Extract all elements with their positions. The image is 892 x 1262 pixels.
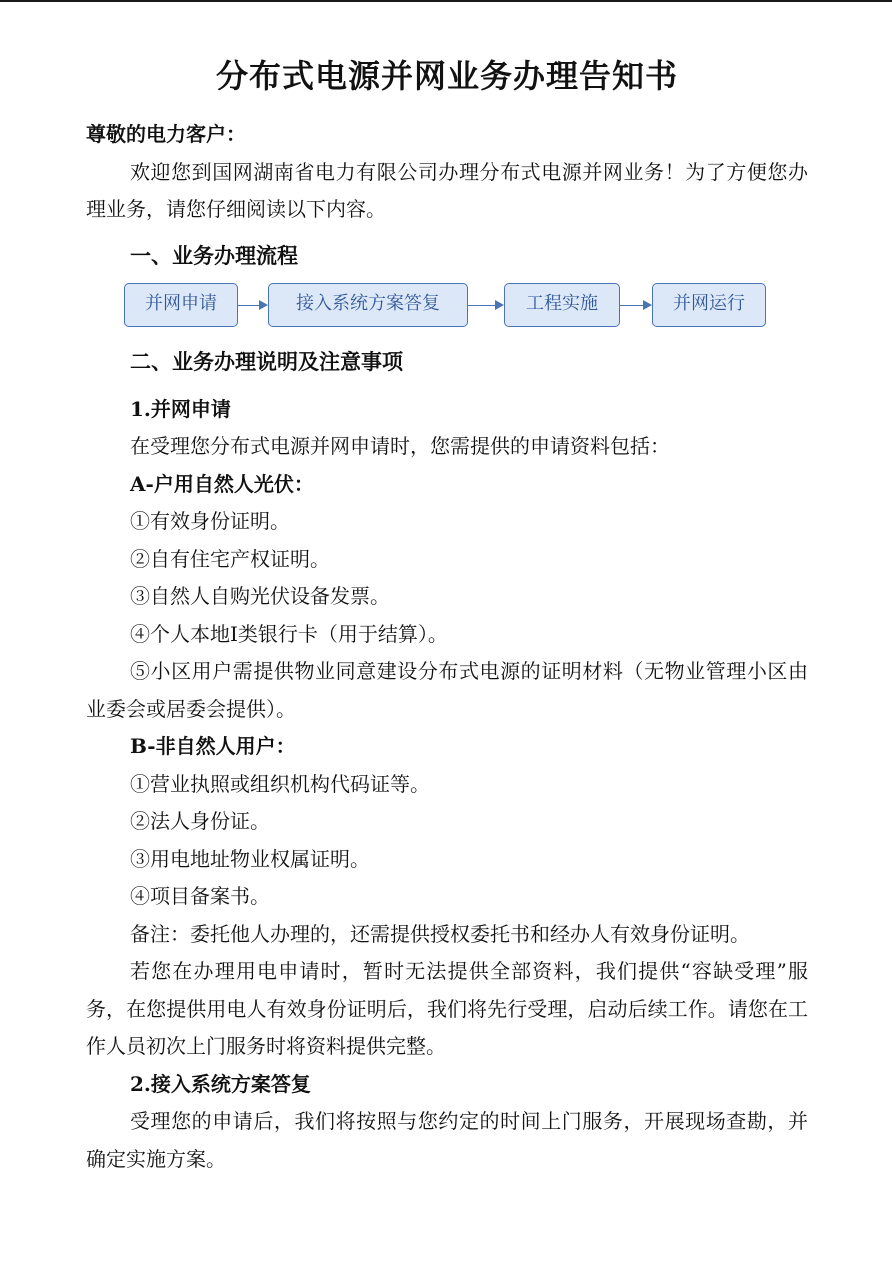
document-title: 分布式电源并网业务办理告知书 <box>215 57 678 95</box>
item2-paragraph: 受理您的申请后，我们将按照与您约定的时间上门服务，开展现场查勘，并确定实施方案。 <box>86 1109 808 1171</box>
process-flowchart <box>86 277 808 341</box>
flow-step-scheme-reply: 接入系统方案答复 <box>268 283 468 327</box>
section1-heading: 一、业务办理流程 <box>130 242 298 268</box>
greeting: 尊敬的电力客户： <box>86 122 246 146</box>
document-page <box>86 48 808 1178</box>
groupB-heading: B-非自然人用户： <box>130 734 296 758</box>
flow-arrow-3 <box>620 305 650 307</box>
section2-heading: 二、业务办理说明及注意事项 <box>130 348 403 374</box>
item1-heading: 1.并网申请 <box>130 396 231 421</box>
tolerance-acceptance-paragraph: 若您在办理用电申请时，暂时无法提供全部资料，我们提供“容缺受理”服务，在您提供用电人有效身份证明后，我们将先行受理，启动后续工作。请您在工作人员初次上门服务时将资料提供完整。 <box>86 959 808 1058</box>
list-item: ⑤小区用户需提供物业同意建设分布式电源的证明材料（无物业管理小区由业委会或居委会提供）。 <box>86 659 808 721</box>
flow-arrow-2 <box>468 305 502 307</box>
list-item: ①有效身份证明。 <box>130 509 290 533</box>
list-item: ②法人身份证。 <box>130 809 270 833</box>
flow-arrow-1 <box>238 305 266 307</box>
list-item: ③自然人自购光伏设备发票。 <box>130 584 390 608</box>
intro-paragraph: 欢迎您到国网湖南省电力有限公司办理分布式电源并网业务！为了方便您办理业务，请您仔细阅读以下内容。 <box>86 159 808 221</box>
top-border <box>0 0 892 2</box>
flow-step-apply: 并网申请 <box>124 283 238 327</box>
list-item: ②自有住宅产权证明。 <box>130 546 330 571</box>
list-item: ①营业执照或组织机构代码证等。 <box>130 771 430 796</box>
list-item: ④项目备案书。 <box>130 884 270 908</box>
list-item: ③用电地址物业权属证明。 <box>130 846 370 871</box>
flow-step-construction: 工程实施 <box>504 283 620 327</box>
item1-lead: 在受理您分布式电源并网申请时，您需提供的申请资料包括： <box>130 434 670 458</box>
list-item: ④个人本地Ⅰ类银行卡（用于结算）。 <box>130 621 448 646</box>
note-paragraph: 备注：委托他人办理的，还需提供授权委托书和经办人有效身份证明。 <box>130 921 750 946</box>
item2-heading: 2.接入系统方案答复 <box>130 1071 311 1096</box>
groupA-heading: A-户用自然人光伏： <box>130 471 314 496</box>
flow-step-operation: 并网运行 <box>652 283 766 327</box>
